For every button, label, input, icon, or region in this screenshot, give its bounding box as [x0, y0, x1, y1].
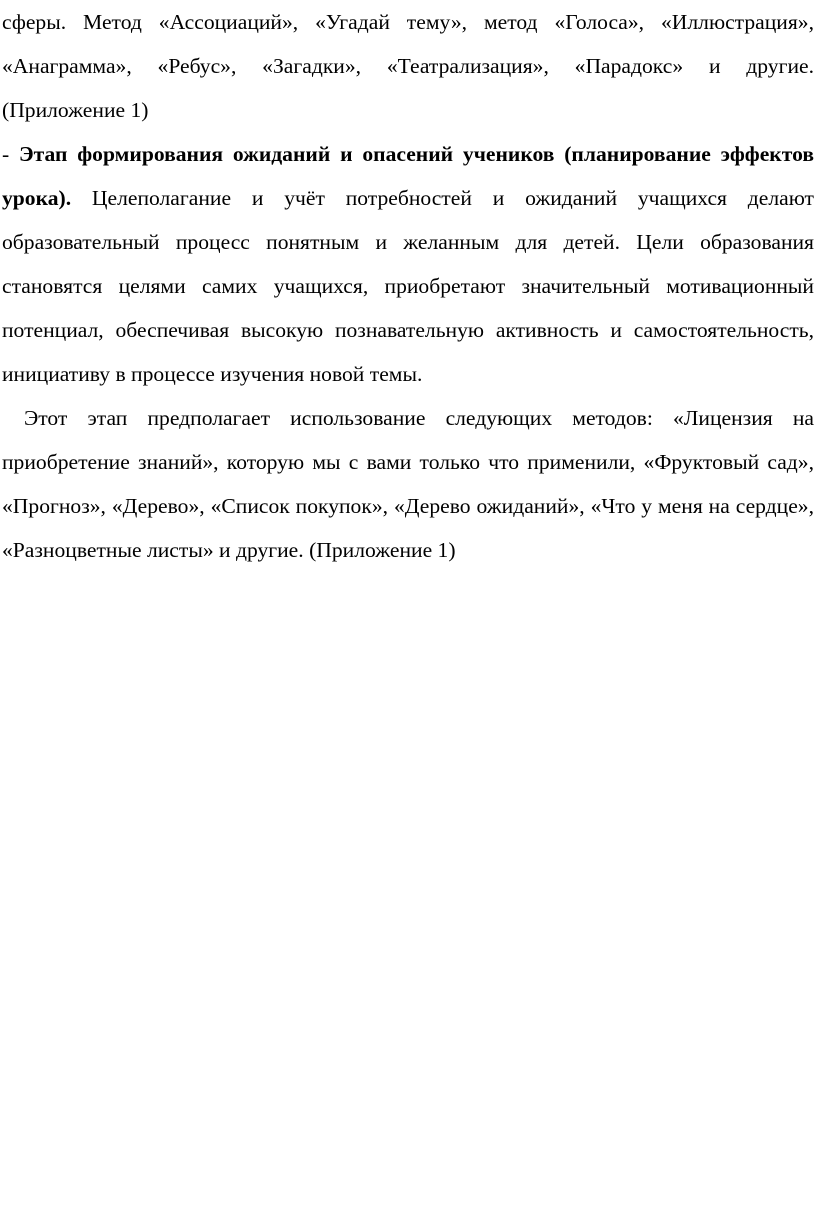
document-page	[2, 0, 814, 572]
stage-methods-paragraph	[2, 396, 814, 572]
stage-heading: Этап формирования ожиданий и опасений учеников (планирование эффектов урока).	[2, 142, 814, 210]
paragraph-text: сферы. Метод «Ассоциаций», «Угадай тему», метод «Голоса», «Иллюстрация», «Анаграмма», «Ребус», «Загадки», «Театрализация», «Парадокс» и другие. (Приложение 1)	[2, 10, 814, 122]
list-dash: -	[2, 142, 19, 166]
methods-list-paragraph	[2, 0, 814, 132]
paragraph-text: Целеполагание и учёт потребностей и ожиданий учащихся делают образовательный процесс понятным и желанным для детей. Цели образования становятся целями самих учащихся, приобретают значительный мотивационный потенциал, обеспечивая высокую познавательную активность и самостоятельность, инициативу в процессе изучения новой темы.	[2, 186, 814, 386]
paragraph-text: Этот этап предполагает использование следующих методов: «Лицензия на приобретение знаний», которую мы с вами только что применили, «Фруктовый сад», «Прогноз», «Дерево», «Список покупок», «Дерево ожиданий», «Что у меня на сердце», «Разноцветные листы» и другие. (Приложение 1)	[2, 406, 814, 562]
expectations-stage-paragraph	[2, 132, 814, 396]
